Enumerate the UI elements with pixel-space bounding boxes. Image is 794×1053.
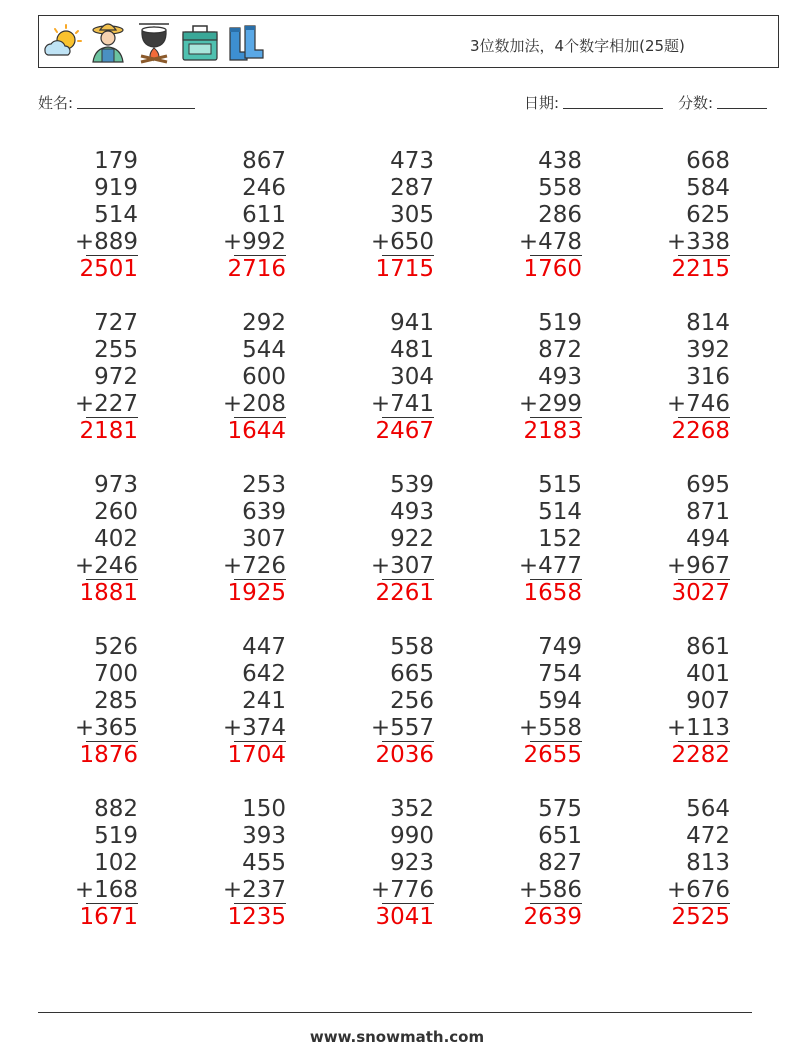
addend-with-plus: +299 (518, 391, 582, 417)
addend: 255 (94, 337, 138, 363)
addend: 827 (538, 850, 582, 876)
addition-problem (462, 310, 582, 449)
answer: 1658 (523, 580, 582, 606)
addend: 558 (390, 634, 434, 660)
date-blank (563, 93, 663, 109)
farmer-icon (87, 20, 129, 64)
addend: 990 (390, 823, 434, 849)
addend: 150 (242, 796, 286, 822)
addition-problem (610, 634, 730, 773)
score-field (678, 92, 767, 113)
addend-with-plus: +478 (518, 229, 582, 255)
answer: 2716 (227, 256, 286, 282)
addend: 639 (242, 499, 286, 525)
addend: 625 (686, 202, 730, 228)
addend: 973 (94, 472, 138, 498)
addend: 455 (242, 850, 286, 876)
addition-problem (610, 310, 730, 449)
addition-problem (166, 634, 286, 773)
score-label: 分数: (678, 94, 714, 112)
addend: 519 (538, 310, 582, 336)
addend: 481 (390, 337, 434, 363)
addend-with-plus: +586 (518, 877, 582, 903)
answer: 2467 (375, 418, 434, 444)
addition-problem (610, 796, 730, 935)
worksheet-title: 3位数加法，4个数字相加(25题) (470, 37, 685, 55)
addend-with-plus: +992 (222, 229, 286, 255)
cooler-box-icon (179, 20, 221, 64)
addend-with-plus: +113 (666, 715, 730, 741)
addition-problem (18, 148, 138, 287)
addition-problem (462, 472, 582, 611)
addend-with-plus: +741 (370, 391, 434, 417)
name-label: 姓名: (38, 94, 74, 112)
addend-with-plus: +746 (666, 391, 730, 417)
addend: 526 (94, 634, 138, 660)
addition-problem (314, 310, 434, 449)
addend: 241 (242, 688, 286, 714)
addend: 923 (390, 850, 434, 876)
addend-with-plus: +246 (74, 553, 138, 579)
addend: 305 (390, 202, 434, 228)
addend: 922 (390, 526, 434, 552)
addend: 493 (538, 364, 582, 390)
answer: 2268 (671, 418, 730, 444)
addition-problem (462, 148, 582, 287)
answer: 2036 (375, 742, 434, 768)
footer-site: www.snowmath.com (309, 1028, 485, 1046)
addend: 539 (390, 472, 434, 498)
addend-with-plus: +776 (370, 877, 434, 903)
footer-divider (38, 1012, 752, 1013)
addition-problem (166, 310, 286, 449)
addition-problem (610, 472, 730, 611)
addend: 594 (538, 688, 582, 714)
addend-with-plus: +650 (370, 229, 434, 255)
rain-boots-icon (225, 20, 267, 64)
addend: 402 (94, 526, 138, 552)
date-label: 日期: (524, 94, 560, 112)
addend: 392 (686, 337, 730, 363)
addend: 286 (538, 202, 582, 228)
addend: 861 (686, 634, 730, 660)
addend: 473 (390, 148, 434, 174)
answer: 2183 (523, 418, 582, 444)
addend: 179 (94, 148, 138, 174)
addend: 515 (538, 472, 582, 498)
addend: 307 (242, 526, 286, 552)
answer: 1925 (227, 580, 286, 606)
addition-problem (18, 310, 138, 449)
addition-problem (166, 472, 286, 611)
addend-with-plus: +676 (666, 877, 730, 903)
addition-problem (610, 148, 730, 287)
addend: 292 (242, 310, 286, 336)
addend: 304 (390, 364, 434, 390)
addend: 494 (686, 526, 730, 552)
addend: 438 (538, 148, 582, 174)
addend: 882 (94, 796, 138, 822)
addend: 907 (686, 688, 730, 714)
answer: 2501 (79, 256, 138, 282)
answer: 1644 (227, 418, 286, 444)
addend: 393 (242, 823, 286, 849)
addend: 584 (686, 175, 730, 201)
addend: 754 (538, 661, 582, 687)
addend-with-plus: +477 (518, 553, 582, 579)
addend: 352 (390, 796, 434, 822)
answer: 2282 (671, 742, 730, 768)
addition-problem (166, 796, 286, 935)
sun-cloud-icon (41, 20, 83, 64)
addend: 575 (538, 796, 582, 822)
answer: 1235 (227, 904, 286, 930)
answer: 2261 (375, 580, 434, 606)
answer: 2525 (671, 904, 730, 930)
answer: 1876 (79, 742, 138, 768)
addend: 256 (390, 688, 434, 714)
addend: 285 (94, 688, 138, 714)
addend: 519 (94, 823, 138, 849)
addend-with-plus: +227 (74, 391, 138, 417)
addend: 564 (686, 796, 730, 822)
addend: 651 (538, 823, 582, 849)
addend: 611 (242, 202, 286, 228)
worksheet-header (38, 15, 779, 68)
header-icons (41, 20, 267, 64)
addend: 102 (94, 850, 138, 876)
addend-with-plus: +365 (74, 715, 138, 741)
answer: 2215 (671, 256, 730, 282)
addend: 727 (94, 310, 138, 336)
addend: 287 (390, 175, 434, 201)
answer: 2639 (523, 904, 582, 930)
answer: 1715 (375, 256, 434, 282)
addend-with-plus: +557 (370, 715, 434, 741)
addend-with-plus: +168 (74, 877, 138, 903)
addend-with-plus: +967 (666, 553, 730, 579)
addition-problem (462, 634, 582, 773)
addition-problem (462, 796, 582, 935)
addend: 514 (538, 499, 582, 525)
score-blank (717, 93, 767, 109)
date-field (524, 92, 663, 113)
addend: 642 (242, 661, 286, 687)
addend: 919 (94, 175, 138, 201)
addend-with-plus: +208 (222, 391, 286, 417)
addend: 813 (686, 850, 730, 876)
addend: 514 (94, 202, 138, 228)
answer: 1881 (79, 580, 138, 606)
addend: 152 (538, 526, 582, 552)
addend: 558 (538, 175, 582, 201)
addend: 260 (94, 499, 138, 525)
name-field (38, 92, 195, 113)
addend: 401 (686, 661, 730, 687)
answer: 1671 (79, 904, 138, 930)
addition-problem (314, 634, 434, 773)
addend-with-plus: +726 (222, 553, 286, 579)
addend: 814 (686, 310, 730, 336)
addend: 871 (686, 499, 730, 525)
addend: 695 (686, 472, 730, 498)
addend: 246 (242, 175, 286, 201)
addend: 749 (538, 634, 582, 660)
answer: 3041 (375, 904, 434, 930)
addend: 872 (538, 337, 582, 363)
answer: 2655 (523, 742, 582, 768)
addend: 472 (686, 823, 730, 849)
addend: 700 (94, 661, 138, 687)
addend: 665 (390, 661, 434, 687)
name-blank (77, 93, 195, 109)
addend-with-plus: +338 (666, 229, 730, 255)
addition-problem (18, 472, 138, 611)
answer: 3027 (671, 580, 730, 606)
addend: 941 (390, 310, 434, 336)
addend: 493 (390, 499, 434, 525)
addition-problem (166, 148, 286, 287)
addend: 253 (242, 472, 286, 498)
addend: 867 (242, 148, 286, 174)
addend: 544 (242, 337, 286, 363)
addend-with-plus: +889 (74, 229, 138, 255)
answer: 1760 (523, 256, 582, 282)
addition-problem (18, 796, 138, 935)
addend: 447 (242, 634, 286, 660)
addend-with-plus: +558 (518, 715, 582, 741)
addition-problem (314, 796, 434, 935)
addend: 668 (686, 148, 730, 174)
addend-with-plus: +307 (370, 553, 434, 579)
campfire-pot-icon (133, 20, 175, 64)
addend: 972 (94, 364, 138, 390)
addend: 600 (242, 364, 286, 390)
answer: 1704 (227, 742, 286, 768)
answer: 2181 (79, 418, 138, 444)
addition-problem (314, 148, 434, 287)
addend: 316 (686, 364, 730, 390)
addend-with-plus: +374 (222, 715, 286, 741)
addition-problem (18, 634, 138, 773)
addend-with-plus: +237 (222, 877, 286, 903)
addition-problem (314, 472, 434, 611)
